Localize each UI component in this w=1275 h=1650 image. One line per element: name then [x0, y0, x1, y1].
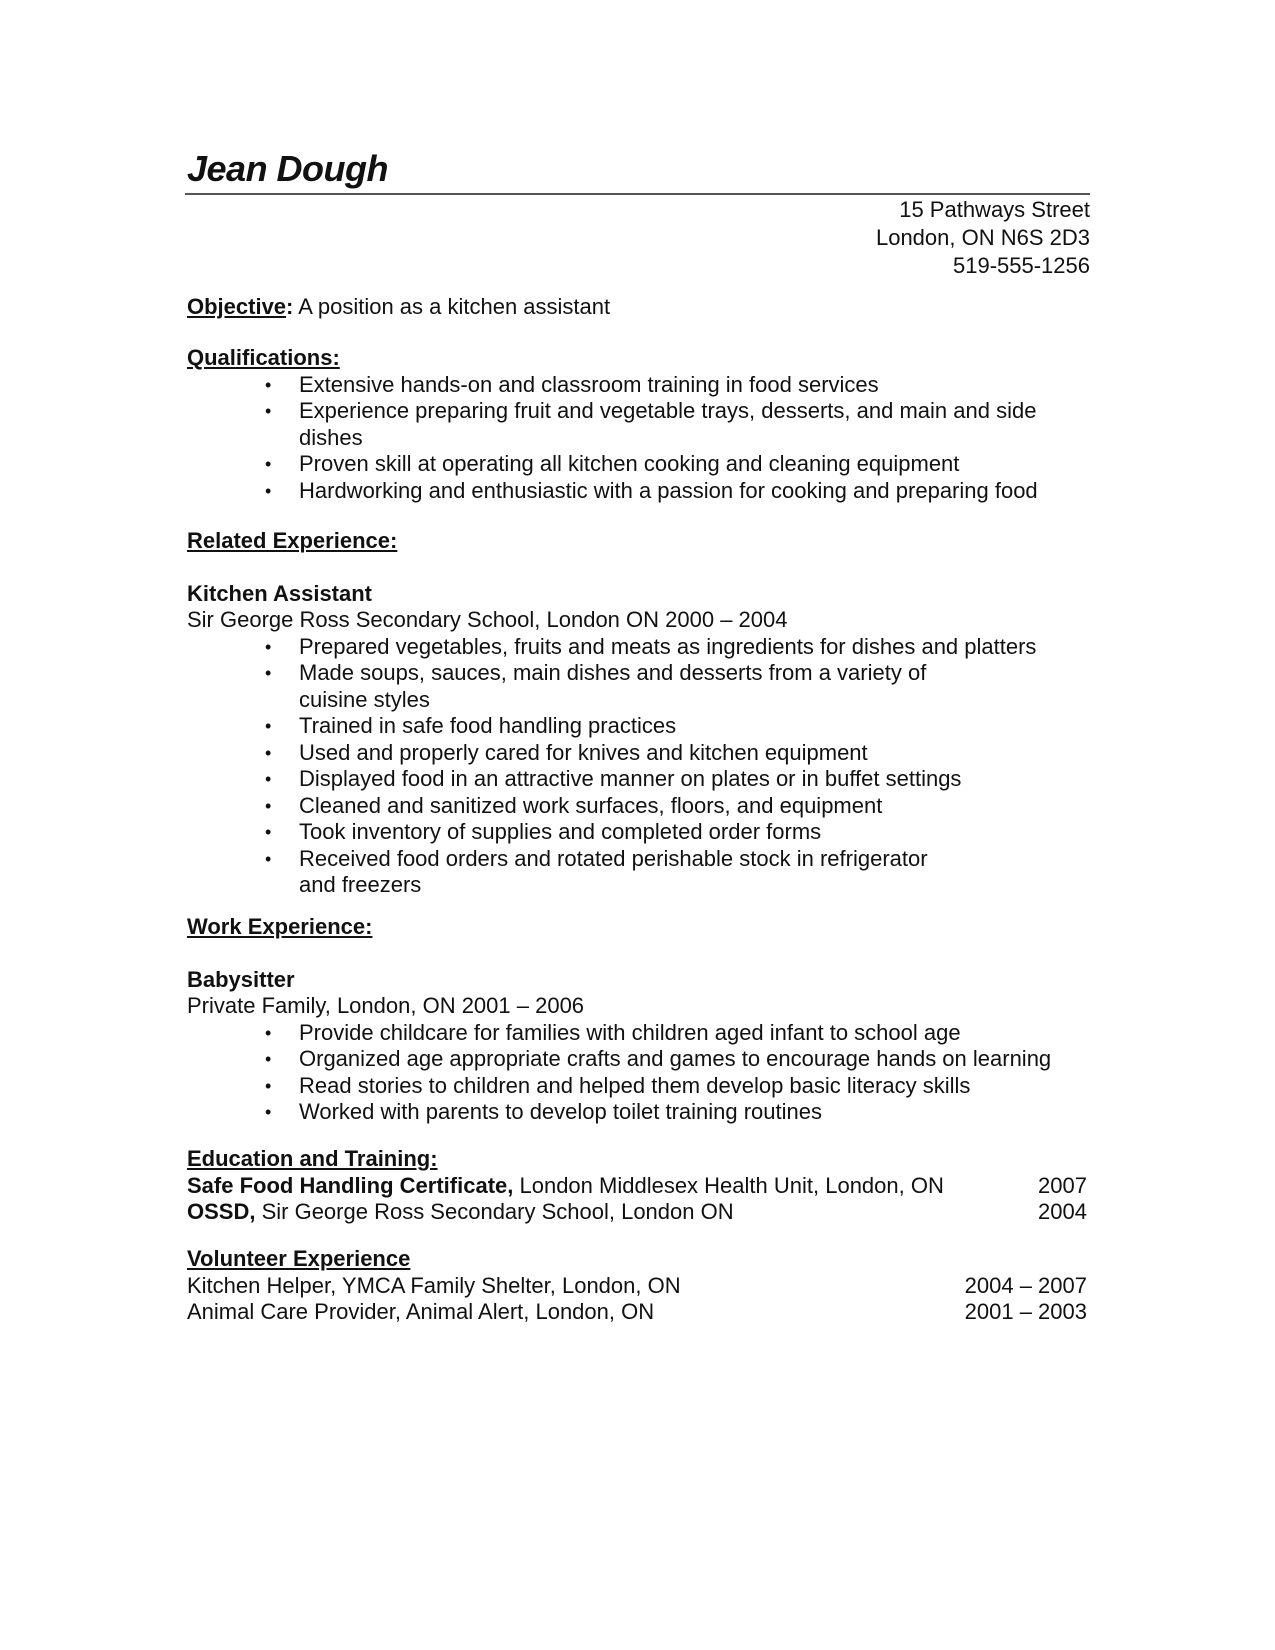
work-experience-section: [187, 914, 1087, 1126]
list-item: • Cleaned and sanitized work surfaces, floors, and equipment: [187, 793, 1087, 820]
education-entry: [187, 1173, 1087, 1200]
list-item: • Hardworking and enthusiastic with a passion for cooking and preparing food: [187, 478, 1087, 505]
address-line-2: London, ON N6S 2D3: [875, 225, 1090, 250]
volunteer-entry: [187, 1273, 1087, 1300]
credential-year: 2007: [1038, 1172, 1087, 1198]
credential-details: London Middlesex Health Unit, London, ON: [513, 1172, 944, 1198]
credential-name: Safe Food Handling Certificate,: [187, 1172, 514, 1198]
work-experience-heading: Work Experience:: [187, 914, 373, 939]
job-place: Sir George Ross Secondary School, London ON 2000 – 2004: [187, 607, 788, 632]
list-item: • Worked with parents to develop toilet training routines: [187, 1099, 1087, 1126]
credential-name: OSSD,: [187, 1199, 256, 1224]
address-line-1: 15 Pathways Street: [899, 197, 1090, 222]
objective-heading: Objective: [187, 294, 287, 319]
list-item: • Read stories to children and helped them develop basic literacy skills: [187, 1073, 1087, 1100]
volunteer-heading: Volunteer Experience: [187, 1246, 411, 1271]
list-item: • Trained in safe food handling practices: [187, 713, 1087, 740]
education-heading: Education and Training:: [187, 1146, 438, 1171]
related-experience-heading: Related Experience:: [187, 528, 398, 553]
list-item: • Used and properly cared for knives and kitchen equipment: [187, 740, 1087, 767]
job-place: Private Family, London, ON 2001 – 2006: [187, 993, 585, 1018]
list-item: • Provide childcare for families with children aged infant to school age: [187, 1020, 1087, 1047]
list-item: • Experience preparing fruit and vegetable trays, desserts, and main and side dishes: [187, 398, 1087, 451]
contact-block: [876, 196, 1090, 280]
qualifications-section: [187, 345, 1087, 504]
credential-year: 2004: [1038, 1199, 1087, 1224]
list-item: • Prepared vegetables, fruits and meats as ingredients for dishes and platters: [187, 634, 1087, 661]
education-section: [187, 1146, 1087, 1226]
list-item: • Extensive hands-on and classroom training in food services: [187, 372, 1087, 399]
volunteer-section: [187, 1246, 1087, 1326]
volunteer-entry: [187, 1299, 1087, 1326]
phone-number: 519-555-1256: [952, 253, 1090, 278]
objective-colon: :: [286, 294, 294, 319]
job-title: Kitchen Assistant: [187, 580, 373, 606]
list-item: • Displayed food in an attractive manner on plates or in buffet settings: [187, 766, 1087, 793]
education-entry: [187, 1199, 1087, 1226]
objective-text: A position as a kitchen assistant: [293, 294, 611, 319]
related-experience-list: [187, 634, 1087, 899]
list-item: • Received food orders and rotated perishable stock in refrigerator and freezers: [187, 846, 1087, 899]
volunteer-role: Kitchen Helper, YMCA Family Shelter, London, ON: [187, 1272, 681, 1298]
applicant-name: Jean Dough: [187, 148, 389, 189]
volunteer-years: 2001 – 2003: [964, 1299, 1087, 1324]
objective-section: [187, 294, 1087, 321]
list-item: • Took inventory of supplies and completed order forms: [187, 819, 1087, 846]
list-item: • Proven skill at operating all kitchen cooking and cleaning equipment: [187, 451, 1087, 478]
header-divider: [185, 193, 1090, 195]
work-experience-list: [187, 1020, 1087, 1126]
list-item: • Organized age appropriate crafts and games to encourage hands on learning: [187, 1046, 1087, 1073]
job-title: Babysitter: [187, 966, 295, 992]
qualifications-heading: Qualifications:: [187, 345, 340, 370]
volunteer-role: Animal Care Provider, Animal Alert, London, ON: [187, 1299, 655, 1324]
qualifications-list: [187, 372, 1087, 505]
list-item: • Made soups, sauces, main dishes and desserts from a variety of cuisine styles: [187, 660, 1087, 713]
volunteer-years: 2004 – 2007: [964, 1272, 1087, 1298]
related-experience-section: [187, 528, 1087, 899]
credential-details: Sir George Ross Secondary School, London ON: [255, 1199, 734, 1224]
